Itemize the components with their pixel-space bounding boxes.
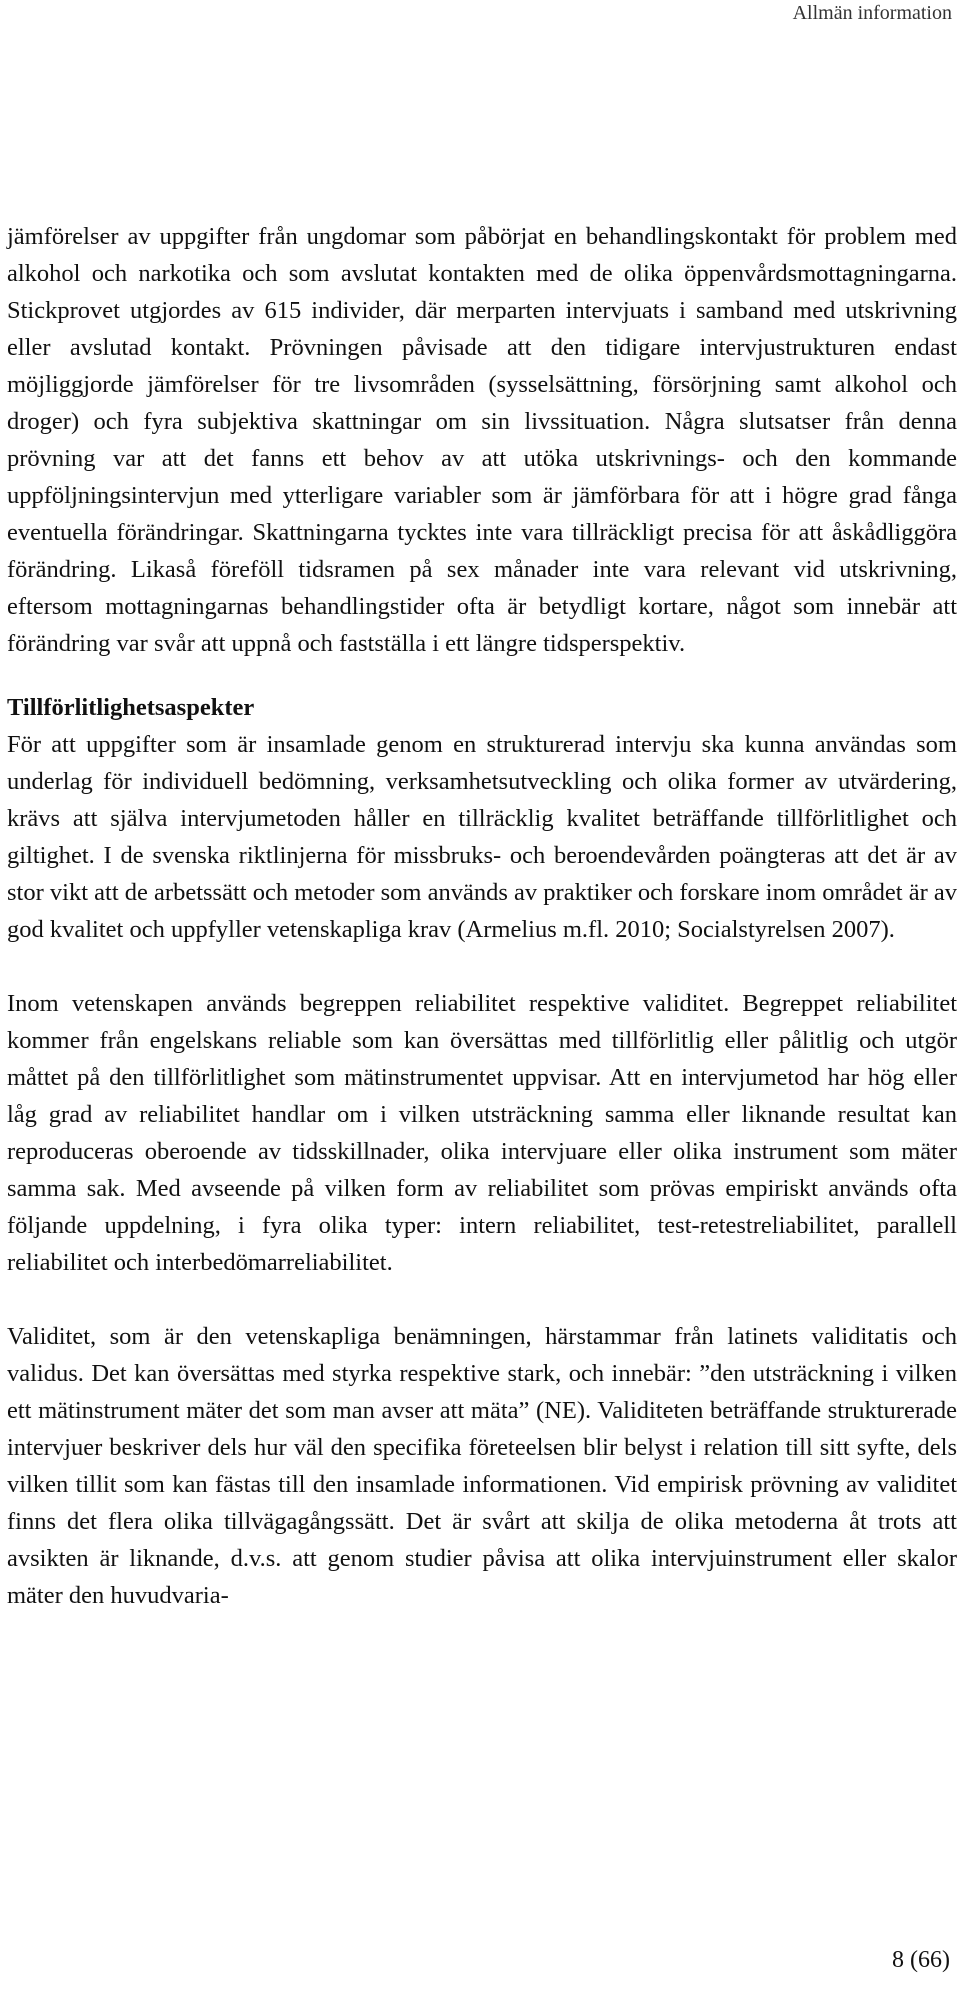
section-heading-reliability: Tillförlitlighetsaspekter (7, 694, 255, 721)
document-body (7, 218, 957, 1614)
paragraph-validity-definition: Validitet, som är den vetenskapliga benämningen, härstammar från latinets validitatis och validus. Det kan översättas med styrka respektive stark, och innebär: ”den utsträckning i vilken ett mätinstrument mäter det som man avser att mäta” (NE). Validiteten beträffande strukturerade intervjuer beskriver dels hur väl den specifika företeelsen blir belyst i relation till sitt syfte, dels vilken tillit som kan fästas till den insamlade informationen. Vid empirisk prövning av validitet finns det flera olika tillvägagångssätt. Det är svårt att skilja de olika metoderna åt trots att avsikten är liknande, d.v.s. att genom studier påvisa att olika intervjuinstrument eller skalor mäter den huvudvaria- (7, 1323, 957, 1609)
page-number: 8 (66) (892, 1947, 950, 1973)
running-header: Allmän information (792, 2, 952, 24)
paragraph-intervention-review: jämförelser av uppgifter från ungdomar som påbörjat en behandlingskontakt för problem med alkohol och narkotika och som avslutat kontakten med de olika öppenvårdsmottagningarna. Stickprovet utgjordes av 615 individer, där merparten intervjuats i samband med utskrivning eller avslutad kontakt. Prövningen påvisade att den tidigare intervjustrukturen endast möjliggjorde jämförelser för tre livsområden (sysselsättning, försörjning samt alkohol och droger) och fyra subjektiva skattningar om sin livssituation. Några slutsatser från denna prövning var att det fanns ett behov av att utöka utskrivnings- och den kommande uppföljningsintervjun med ytterligare variabler som är jämförbara för att i högre grad fånga eventuella förändringar. Skattningarna tycktes inte vara tillräckligt precisa för att åskådliggöra förändring. Likaså föreföll tidsramen på sex månader inte vara relevant vid utskrivning, eftersom mottagningarnas behandlingstider ofta är betydligt kortare, något som innebär att förändring var svår att uppnå och fastställa i ett längre tidsperspektiv. (7, 223, 957, 657)
paragraph-reliability-definition: Inom vetenskapen används begreppen reliabilitet respektive validitet. Begreppet reliabilitet kommer från engelskans reliable som kan översättas med tillförlitlig eller pålitlig och utgör måttet på den tillförlitlighet som mätinstrumentet uppvisar. Att en intervjumetod har hög eller låg grad av reliabilitet handlar om i vilken utsträckning samma eller liknande resultat kan reproduceras oberoende av tidsskillnader, olika intervjuare eller olika instrument som mäter samma sak. Med avseende på vilken form av reliabilitet som prövas empiriskt används ofta följande uppdelning, i fyra olika typer: intern reliabilitet, test-retestreliabilitet, parallell reliabilitet och interbedömarreliabilitet. (7, 990, 957, 1276)
paragraph-reliability-aspects: För att uppgifter som är insamlade genom en strukturerad intervju ska kunna användas som underlag för individuell bedömning, verksamhetsutveckling och olika former av utvärdering, krävs att själva intervjumetoden håller en tillräcklig kvalitet beträffande tillförlitlighet och giltighet. I de svenska riktlinjerna för missbruks- och beroendevården poängteras att det är av stor vikt att de arbetssätt och metoder som används av praktiker och forskare inom området är av god kvalitet och uppfyller vetenskapliga krav (Armelius m.fl. 2010; Socialstyrelsen 2007). (7, 731, 957, 943)
